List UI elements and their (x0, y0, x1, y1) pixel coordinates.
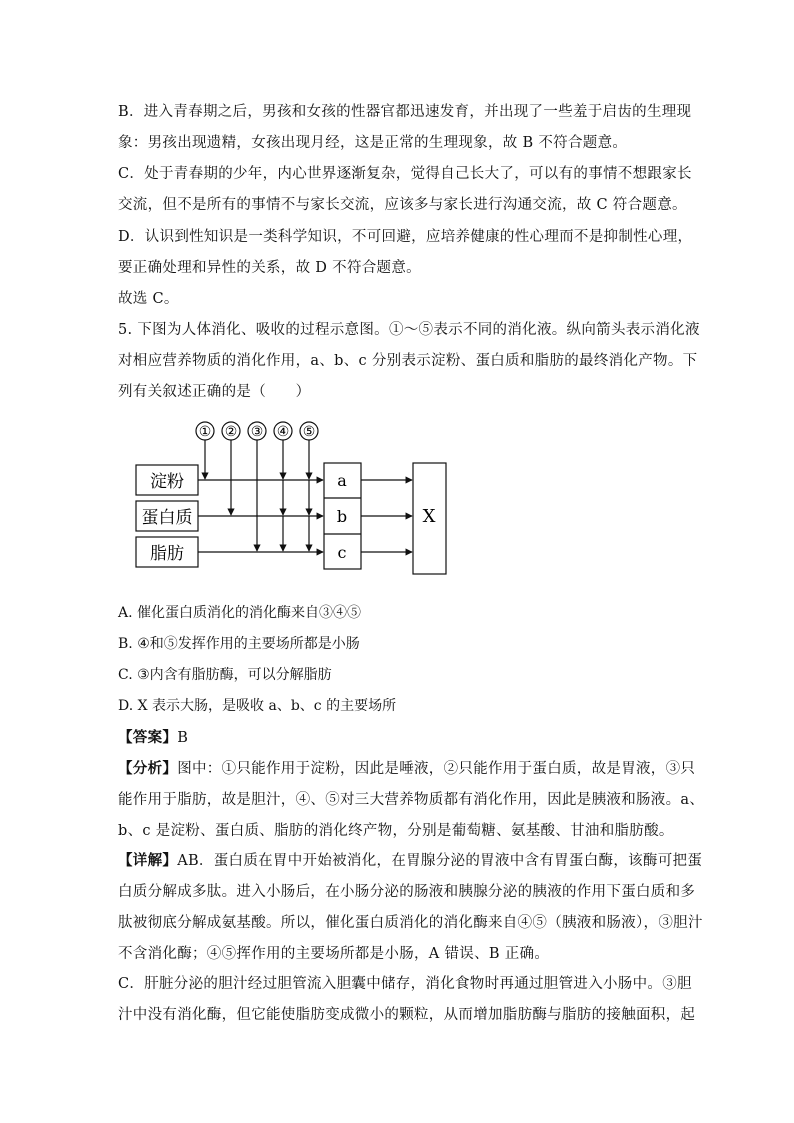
text-line: 5. 下图为人体消化、吸收的过程示意图。①～⑤表示不同的消化液。纵向箭头表示消化液 (118, 322, 700, 338)
text-line: B．进入青春期之后，男孩和女孩的性器官都迅速发育，并出现了一些羞于启齿的生理现 (118, 104, 692, 120)
product-c-label: c (337, 543, 347, 562)
option-d-explanation (118, 222, 693, 284)
liquid-3-label: ③ (250, 424, 264, 440)
text-line: 不含消化酶；④⑤挥作用的主要场所都是小肠，A 错误、B 正确。 (118, 946, 550, 962)
starch-label: 淀粉 (150, 472, 184, 492)
x-label: X (422, 506, 436, 527)
text-line: 肽被彻底分解成氨基酸。所以，催化蛋白质消化的消化酶来自④⑤（胰液和肠液），③胆汁 (118, 915, 703, 931)
detail-section (118, 845, 703, 970)
liquid-1-label: ① (198, 424, 212, 440)
option-b-explanation (118, 97, 692, 159)
detail-tag: 【详解】 (118, 852, 178, 869)
text-line: 要正确处理和异性的关系，故 D 不符合题意。 (118, 260, 421, 276)
liquid-2-label: ② (224, 424, 238, 440)
text-line: 图中：①只能作用于淀粉，因此是唾液，②只能作用于蛋白质，故是胃液，③只 (177, 761, 696, 777)
text-line: D．认识到性知识是一类科学知识，不可回避，应培养健康的性心理而不是抑制性心理， (118, 229, 693, 245)
previous-answer (118, 284, 678, 315)
option-c: C. ③内含有脂肪酶，可以分解脂肪 (118, 667, 332, 683)
horizontal-arrows (198, 480, 323, 552)
text-line: 能作用于脂肪，故是胆汁，④、⑤对三大营养物质都有消化作用，因此是胰液和肠液。a、 (118, 792, 705, 808)
text-line: 故选 C。 (118, 291, 179, 307)
product-a-label: a (337, 471, 347, 490)
text-line: 象：男孩出现遗精，女孩出现月经，这是正常的生理现象，故 B 不符合题意。 (118, 135, 628, 151)
product-boxes (324, 463, 361, 569)
liquid-labels (196, 422, 318, 440)
analysis-tag: 【分析】 (118, 760, 178, 777)
text-line: 交流，但不是所有的事情不与家长交流，应该多与家长进行沟通交流，故 C 符合题意。 (118, 197, 687, 213)
liquid-4-label: ④ (276, 424, 290, 440)
text-line: 汁中没有消化酶，但它能使脂肪变成微小的颗粒，从而增加脂肪酶与脂肪的接触面积，起 (118, 1007, 696, 1023)
text-line: AB．蛋白质在胃中开始被消化，在胃腺分泌的胃液中含有胃蛋白酶，该酶可把蛋 (177, 853, 703, 869)
text-line: 白质分解成多肽。进入小肠后，在小肠分泌的肠液和胰腺分泌的胰液的作用下蛋白质和多 (118, 884, 696, 900)
protein-label: 蛋白质 (141, 508, 193, 528)
fat-label: 脂肪 (150, 544, 184, 564)
analysis-section (118, 753, 705, 847)
answer-value: B (177, 730, 189, 746)
question-5-stem (118, 315, 700, 408)
vertical-arrows (205, 440, 309, 551)
option-c-explanation (118, 159, 692, 221)
product-b-label: b (336, 507, 348, 526)
detail-c-section (118, 969, 696, 1031)
option-b: B. ④和⑤发挥作用的主要场所都是小肠 (118, 636, 360, 652)
absorption-arrows (361, 480, 412, 552)
nutrient-boxes (136, 465, 198, 567)
answer-section (118, 722, 678, 754)
option-d: D. X 表示大肠，是吸收 a、b、c 的主要场所 (118, 698, 397, 714)
option-a: A. 催化蛋白质消化的消化酶来自③④⑤ (118, 605, 362, 621)
text-line: C．处于青春期的少年，内心世界逐渐复杂，觉得自己长大了，可以有的事情不想跟家长 (118, 166, 692, 182)
text-line: 列有关叙述正确的是（ ） (118, 384, 311, 400)
text-line: 对相应营养物质的消化作用，a、b、c 分别表示淀粉、蛋白质和脂肪的最终消化产物。下 (118, 353, 698, 369)
text-line: b、c 是淀粉、蛋白质、脂肪的消化终产物，分别是葡萄糖、氨基酸、甘油和脂肪酸。 (118, 823, 674, 839)
answer-tag: 【答案】 (118, 729, 178, 746)
digestion-diagram (130, 415, 460, 580)
liquid-5-label: ⑤ (302, 424, 316, 440)
text-line: C．肝脏分泌的胆汁经过胆管流入胆囊中储存，消化食物时再通过胆管进入小肠中。③胆 (118, 976, 692, 992)
